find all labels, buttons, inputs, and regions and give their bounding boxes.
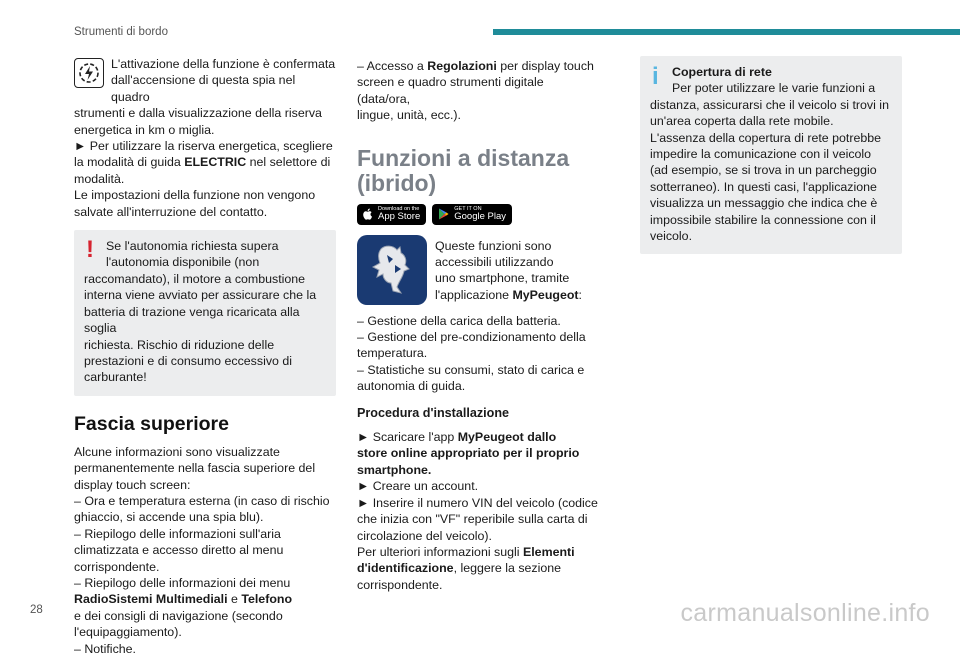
list-item: – Gestione del pre-condizionamento della xyxy=(357,330,586,345)
section-heading-fascia-superiore: Fascia superiore xyxy=(74,412,229,435)
autonomy-warning-box: ! Se l'autonomia richiesta supera l'autonomia disponibile (non raccomandato), il motore a combustione interna viene avviato per assicurare che la batteria di trazione venga ricaricata alla soglia richiesta. Rischio di riduzione delle prestazioni e di consumo eccessivo di carburante! xyxy=(74,230,336,396)
section-heading-remote-functions: Funzioni a distanza (ibrido) xyxy=(357,144,570,196)
column-right xyxy=(640,56,902,254)
mypeugeot-app-row xyxy=(357,235,599,305)
warning-exclamation-icon: ! xyxy=(86,236,94,264)
list-item: – Gestione della carica della batteria. xyxy=(357,313,561,328)
energy-reserve-instruction: ► Per utilizzare la riserva energetica, scegliere la modalità di guida ELECTRIC nel selettore di modalità. Le impostazioni della funzione non vengono salvate all'interruzione del contatto. xyxy=(74,139,333,219)
top-bar-description: Alcune informazioni sono visualizzate permanentemente nella fascia superiore del display touch screen: – Ora e temperatura esterna (in caso di rischio ghiaccio, si accende una spia blu). – Riepilogo delle informazioni sull'aria climatizzata e accesso diretto al menu corrispondente. – Riepilogo delle informazioni dei menu RadioSistemi Multimediali e Telefono e dei consigli di navigazione (secondo l'equipaggiamento). – Notifiche. xyxy=(74,444,330,656)
info-icon: i xyxy=(652,63,659,90)
page-number: 28 xyxy=(30,604,43,616)
peugeot-lion-logo-icon xyxy=(357,235,427,305)
google-play-badge[interactable]: GET IT ON Google Play xyxy=(432,204,512,225)
app-store-badge[interactable]: Download on the App Store xyxy=(357,204,426,225)
running-header: Strumenti di bordo xyxy=(74,26,168,38)
column-left xyxy=(74,56,336,657)
apple-icon xyxy=(363,208,373,220)
power-reserve-warning-icon xyxy=(74,58,104,88)
google-play-icon xyxy=(438,208,449,220)
install-steps: ► Scaricare l'app MyPeugeot dallo store online appropriato per il proprio smartphone. ► Creare un account. ► Inserire il numero VIN del veicolo (codice che inizia con "VF" reperibile sulla carta di circolazione del veicolo). Per ulteriori informazioni sugli Elementi d'identificazione, leggere la sezione corrispondente. xyxy=(357,430,598,592)
header-accent-bar xyxy=(493,29,960,35)
watermark: carmanualsonline.info xyxy=(680,599,930,627)
install-procedure-heading: Procedura d'installazione xyxy=(357,405,510,420)
remote-functions-list: – Gestione della carica della batteria. – Gestione del pre-condizionamento della temperatura. – Statistiche su consumi, stato di carica e autonomia di guida. xyxy=(357,313,599,395)
store-badges xyxy=(357,204,599,225)
network-coverage-info-box: i Copertura di rete Per poter utilizzare le varie funzioni a distanza, assicurarsi che il veicolo si trovi in un'area coperta dalla rete mobile. L'assenza della copertura di rete potrebbe impedire la comunicazione con il veicolo (ad esempio, se si trova in un parcheggio sotterraneo). In questi casi, l'applicazione visualizza un messaggio che indica che è impossibile stabilire la connessione con il veicolo. xyxy=(640,56,902,254)
column-middle xyxy=(357,56,599,593)
power-reserve-paragraph: L'attivazione della funzione è confermata dall'accensione di questa spia nel quadro strumenti e dalla visualizzazione della riserva energetica in km o miglia. xyxy=(74,57,336,137)
settings-access-item: – Accesso a Regolazioni per display touch screen e quadro strumenti digitale (data/ora, lingue, unità, ecc.). xyxy=(357,59,594,123)
app-description: Queste funzioni sono accessibili utilizzando uno smartphone, tramite l'applicazione MyPeugeot: xyxy=(435,238,582,302)
list-item: – Statistiche su consumi, stato di carica e xyxy=(357,362,585,377)
